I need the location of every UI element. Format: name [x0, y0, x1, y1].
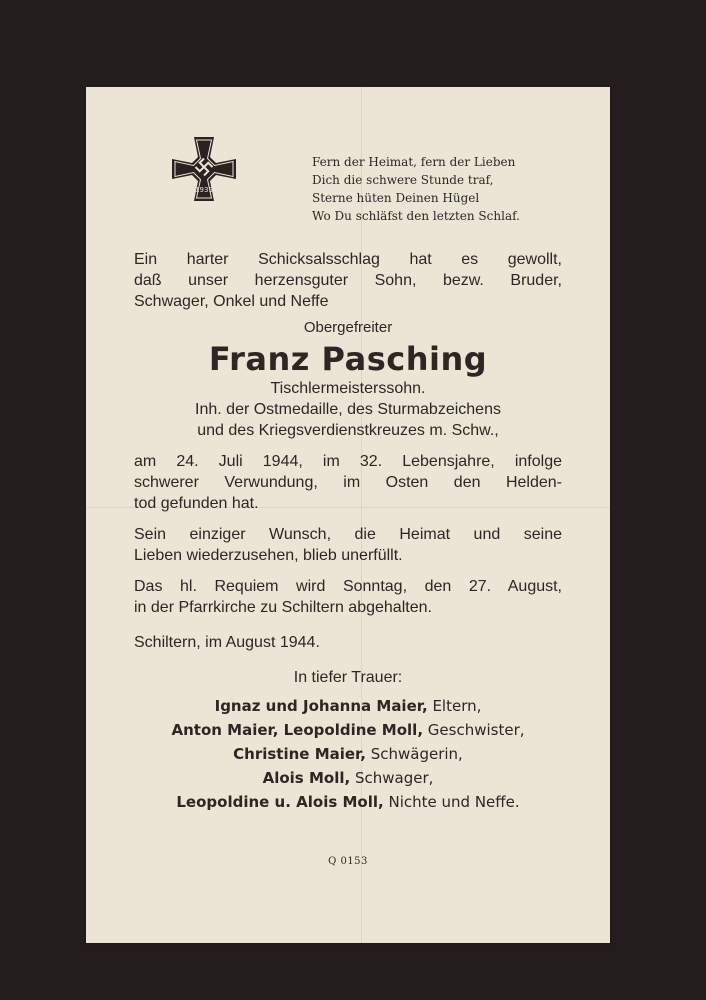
death-line: tod gefunden hat. — [134, 495, 259, 512]
intro-line: Schwager, Onkel und Neffe — [134, 293, 329, 310]
deceased-rank: Obergefreiter — [303, 319, 393, 336]
mourner-names: Leopoldine u. Alois Moll, — [176, 793, 384, 811]
honors-line: Inh. der Ostmedaille, des Sturmabzeichens — [195, 401, 501, 418]
mourner-names: Christine Maier, — [233, 745, 366, 763]
requiem-line: in der Pfarrkirche zu Schiltern abgehalten. — [134, 599, 432, 616]
mourner-relation: Nichte und Neffe. — [388, 793, 520, 811]
mourner-relation: Eltern, — [432, 697, 482, 715]
mourner-line — [134, 766, 562, 790]
mourner-line — [134, 718, 562, 742]
print-code: Q 0153 — [328, 856, 368, 867]
verse-line: Fern der Heimat, fern der Lieben — [312, 155, 516, 169]
notice-body — [134, 249, 562, 814]
mourner-names: Alois Moll, — [262, 769, 351, 787]
mourner-line — [134, 790, 562, 814]
verse-line: Sterne hüten Deinen Hügel — [312, 191, 480, 205]
wish-line: Sein einziger Wunsch, die Heimat und seine — [134, 526, 562, 543]
mourner-relation: Geschwister, — [427, 721, 525, 739]
place-date: Schiltern, im August 1944. — [134, 634, 320, 651]
verse-line: Dich die schwere Stunde traf, — [312, 173, 494, 187]
death-line: am 24. Juli 1944, im 32. Lebensjahre, infolge — [134, 453, 562, 470]
mourning-heading: In tiefer Trauer: — [293, 669, 403, 686]
mourner-line — [134, 694, 562, 718]
death-line: schwerer Verwundung, im Osten den Helden- — [134, 474, 562, 491]
deceased-name: Franz Pasching — [208, 340, 488, 378]
wish-line: Lieben wiederzusehen, blieb unerfüllt. — [134, 547, 403, 564]
mourner-relation: Schwager, — [354, 769, 434, 787]
honors-line: und des Kriegsverdienstkreuzes m. Schw., — [197, 422, 499, 439]
mourner-names: Anton Maier, Leopoldine Moll, — [171, 721, 424, 739]
mourner-relation: Schwägerin, — [370, 745, 463, 763]
intro-line: daß unser herzensguter Sohn, bezw. Bruder, — [134, 272, 562, 289]
iron-cross-icon — [172, 137, 236, 201]
memorial-verse — [312, 153, 612, 225]
mourner-names: Ignaz und Johanna Maier, — [214, 697, 428, 715]
requiem-line: Das hl. Requiem wird Sonntag, den 27. August, — [134, 578, 562, 595]
cross-year: 1939 — [195, 186, 213, 194]
intro-line: Ein harter Schicksalsschlag hat es gewollt, — [134, 251, 562, 268]
verse-line: Wo Du schläfst den letzten Schlaf. — [312, 209, 520, 223]
deceased-occupation: Tischlermeisterssohn. — [270, 380, 426, 397]
mourner-line — [134, 742, 562, 766]
death-notice-card — [86, 87, 610, 943]
